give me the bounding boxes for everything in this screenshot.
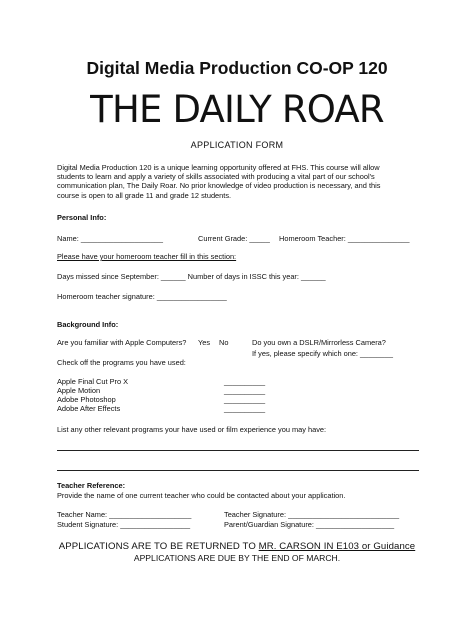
teacher-reference-instructions: Provide the name of one current teacher who could be contacted about your application. — [57, 491, 346, 500]
camera-question: Do you own a DSLR/Mirrorless Camera? — [252, 338, 386, 347]
teacher-name-field[interactable]: Teacher Name: ____________________ — [57, 510, 192, 519]
answer-line[interactable] — [57, 450, 419, 451]
due-date-note: APPLICATIONS ARE DUE BY THE END OF MARCH. — [133, 553, 341, 563]
current-grade-field[interactable]: Current Grade: _____ — [198, 234, 270, 243]
homeroom-teacher-field[interactable]: Homeroom Teacher: _______________ — [279, 234, 410, 243]
return-instructions — [0, 541, 474, 552]
camera-specify-field[interactable]: If yes, please specify which one: ________ — [252, 349, 393, 358]
intro-line: course is open to all grade 11 and grade 12 students. — [57, 190, 232, 200]
program-name: Adobe After Effects — [57, 404, 121, 413]
return-prefix: APPLICATIONS ARE TO BE RETURNED TO — [58, 541, 259, 552]
homeroom-teacher-note: Please have your homeroom teacher fill in this section: — [57, 252, 237, 261]
program-check-blank[interactable]: __________ — [224, 377, 266, 386]
program-check-blank[interactable]: __________ — [224, 395, 266, 404]
days-missed-field[interactable]: Days missed since September: ______ Number of days in ISSC this year: ______ — [57, 272, 326, 281]
intro-line: Digital Media Production 120 is a unique learning opportunity offered at FHS. This course will allow — [57, 163, 380, 172]
program-check-blank[interactable]: __________ — [224, 386, 266, 395]
program-name: Apple Motion — [57, 386, 101, 395]
page-title: THE DAILY ROAR — [90, 88, 384, 131]
program-check-blank[interactable]: __________ — [224, 404, 266, 413]
name-field[interactable]: Name: ____________________ — [57, 234, 164, 243]
teacher-reference-heading: Teacher Reference: — [57, 481, 126, 490]
programs-prompt: Check off the programs you have used: — [57, 358, 186, 367]
answer-line[interactable] — [57, 470, 419, 471]
parent-signature-field[interactable]: Parent/Guardian Signature: ___________________ — [224, 520, 395, 529]
apple-yes-option[interactable]: Yes — [198, 338, 211, 347]
form-subtitle: APPLICATION FORM — [190, 140, 284, 150]
other-programs-prompt: List any other relevant programs your have used or film experience you may have: — [57, 425, 327, 434]
background-info-heading: Background Info: — [57, 320, 119, 329]
teacher-signature-field[interactable]: Teacher Signature: ___________________________ — [224, 510, 400, 519]
personal-info-heading: Personal Info: — [57, 213, 107, 222]
program-name: Apple Final Cut Pro X — [57, 377, 129, 386]
course-title: Digital Media Production CO-OP 120 — [86, 58, 388, 78]
intro-paragraph — [57, 163, 419, 200]
intro-line: communication plan, The Daily Roar. No prior knowledge of video production is necessary, and this — [57, 181, 381, 191]
program-name: Adobe Photoshop — [57, 395, 116, 404]
homeroom-signature-field[interactable]: Homeroom teacher signature: _________________ — [57, 292, 227, 301]
return-location: MR. CARSON IN E103 or Guidance — [258, 541, 416, 552]
student-signature-field[interactable]: Student Signature: _________________ — [57, 520, 191, 529]
apple-familiarity-question: Are you familiar with Apple Computers? — [57, 338, 187, 347]
apple-no-option[interactable]: No — [219, 338, 229, 347]
intro-line: students to learn and apply a variety of skills associated with producing a vital part of our school's — [57, 172, 375, 182]
